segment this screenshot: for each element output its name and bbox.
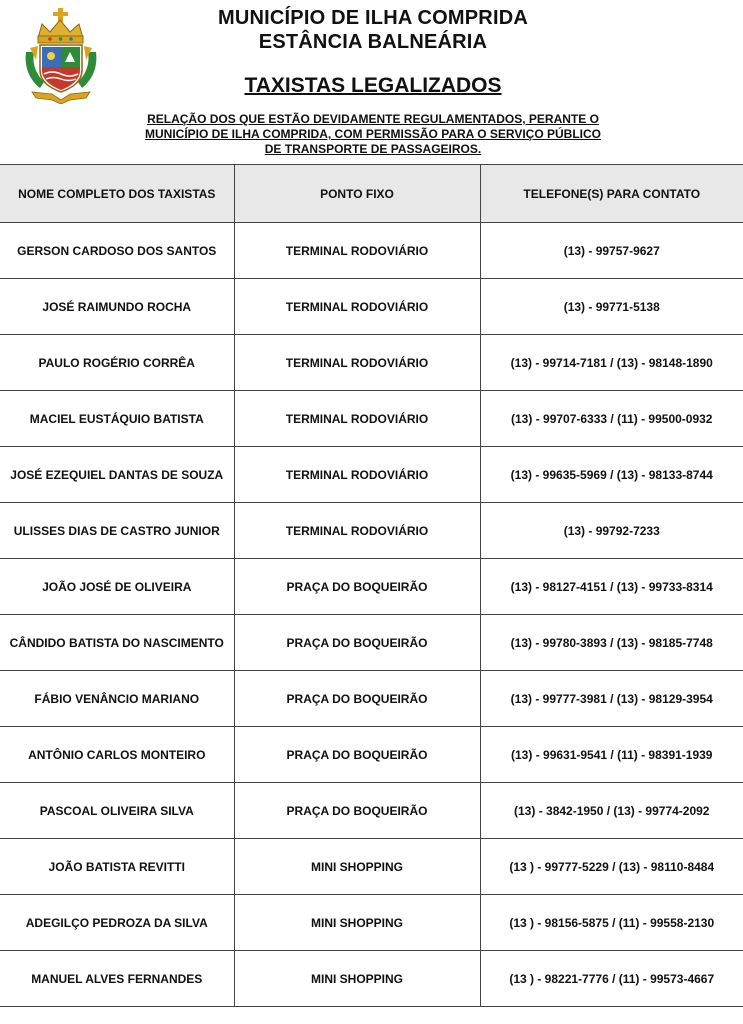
taxi-stand: TERMINAL RODOVIÁRIO (234, 279, 480, 335)
taxi-stand: TERMINAL RODOVIÁRIO (234, 335, 480, 391)
document-description (98, 112, 648, 157)
contact-phone: (13 ) - 99777-5229 / (13) - 98110-8484 (480, 839, 743, 895)
driver-name: CÂNDIDO BATISTA DO NASCIMENTO (0, 615, 234, 671)
contact-phone: (13) - 99780-3893 / (13) - 98185-7748 (480, 615, 743, 671)
table-row (0, 279, 743, 335)
contact-phone: (13) - 99635-5969 / (13) - 98133-8744 (480, 447, 743, 503)
municipality-title: MUNICÍPIO DE ILHA COMPRIDA (217, 7, 528, 29)
driver-name: JOSÉ EZEQUIEL DANTAS DE SOUZA (0, 447, 234, 503)
driver-name: ADEGILÇO PEDROZA DA SILVA (0, 895, 234, 951)
contact-phone: (13 ) - 98221-7776 / (11) - 99573-4667 (480, 951, 743, 1007)
taxi-stand: PRAÇA DO BOQUEIRÃO (234, 559, 480, 615)
contact-phone: (13) - 99771-5138 (480, 279, 743, 335)
municipality-subtitle: ESTÂNCIA BALNEÁRIA (258, 31, 488, 53)
contact-phone: (13) - 3842-1950 / (13) - 99774-2092 (480, 783, 743, 839)
table-row (0, 503, 743, 559)
driver-name: PASCOAL OLIVEIRA SILVA (0, 783, 234, 839)
driver-name: ULISSES DIAS DE CASTRO JUNIOR (0, 503, 234, 559)
table-row (0, 335, 743, 391)
table-row (0, 391, 743, 447)
contact-phone: (13) - 99792-7233 (480, 503, 743, 559)
contact-phone: (13 ) - 98156-5875 / (11) - 99558-2130 (480, 895, 743, 951)
table-row (0, 559, 743, 615)
driver-name: JOÃO BATISTA REVITTI (0, 839, 234, 895)
driver-name: ANTÔNIO CARLOS MONTEIRO (0, 727, 234, 783)
taxi-stand: PRAÇA DO BOQUEIRÃO (234, 727, 480, 783)
taxi-stand: TERMINAL RODOVIÁRIO (234, 391, 480, 447)
table-row (0, 839, 743, 895)
document-title-block (110, 6, 636, 98)
table-row (0, 951, 743, 1007)
taxi-stand: TERMINAL RODOVIÁRIO (234, 503, 480, 559)
contact-phone: (13) - 99777-3981 / (13) - 98129-3954 (480, 671, 743, 727)
column-header-phone: TELEFONE(S) PARA CONTATO (480, 165, 743, 223)
contact-phone: (13) - 99631-9541 / (11) - 98391-1939 (480, 727, 743, 783)
taxi-stand: TERMINAL RODOVIÁRIO (234, 447, 480, 503)
contact-phone: (13) - 99707-6333 / (11) - 99500-0932 (480, 391, 743, 447)
table-row (0, 783, 743, 839)
driver-name: JOÃO JOSÉ DE OLIVEIRA (0, 559, 234, 615)
taxi-stand: MINI SHOPPING (234, 951, 480, 1007)
table-row (0, 727, 743, 783)
driver-name: JOSÉ RAIMUNDO ROCHA (0, 279, 234, 335)
contact-phone: (13) - 98127-4151 / (13) - 99733-8314 (480, 559, 743, 615)
taxi-drivers-table (0, 164, 743, 1007)
table-row (0, 615, 743, 671)
driver-name: MANUEL ALVES FERNANDES (0, 951, 234, 1007)
column-header-spot: PONTO FIXO (234, 165, 480, 223)
table-header-row (0, 165, 743, 223)
driver-name: GERSON CARDOSO DOS SANTOS (0, 223, 234, 279)
description-line-1: RELAÇÃO DOS QUE ESTÃO DEVIDAMENTE REGULAMENTADOS, PERANTE O (147, 112, 599, 126)
taxi-stand: MINI SHOPPING (234, 895, 480, 951)
taxi-stand: PRAÇA DO BOQUEIRÃO (234, 615, 480, 671)
description-line-2: MUNICÍPIO DE ILHA COMPRIDA, COM PERMISSÃO PARA O SERVIÇO PÚBLICO (144, 127, 602, 141)
table-row (0, 895, 743, 951)
taxi-stand: MINI SHOPPING (234, 839, 480, 895)
table-row (0, 447, 743, 503)
page-title: TAXISTAS LEGALIZADOS (244, 74, 502, 97)
driver-name: PAULO ROGÉRIO CORRÊA (0, 335, 234, 391)
table-row (0, 671, 743, 727)
taxi-stand: TERMINAL RODOVIÁRIO (234, 223, 480, 279)
taxi-stand: PRAÇA DO BOQUEIRÃO (234, 783, 480, 839)
municipal-coat-of-arms-icon (22, 8, 100, 104)
contact-phone: (13) - 99714-7181 / (13) - 98148-1890 (480, 335, 743, 391)
taxi-stand: PRAÇA DO BOQUEIRÃO (234, 671, 480, 727)
driver-name: MACIEL EUSTÁQUIO BATISTA (0, 391, 234, 447)
description-line-3: DE TRANSPORTE DE PASSAGEIROS. (264, 142, 482, 156)
driver-name: FÁBIO VENÂNCIO MARIANO (0, 671, 234, 727)
contact-phone: (13) - 99757-9627 (480, 223, 743, 279)
table-row (0, 223, 743, 279)
column-header-name: NOME COMPLETO DOS TAXISTAS (0, 165, 234, 223)
